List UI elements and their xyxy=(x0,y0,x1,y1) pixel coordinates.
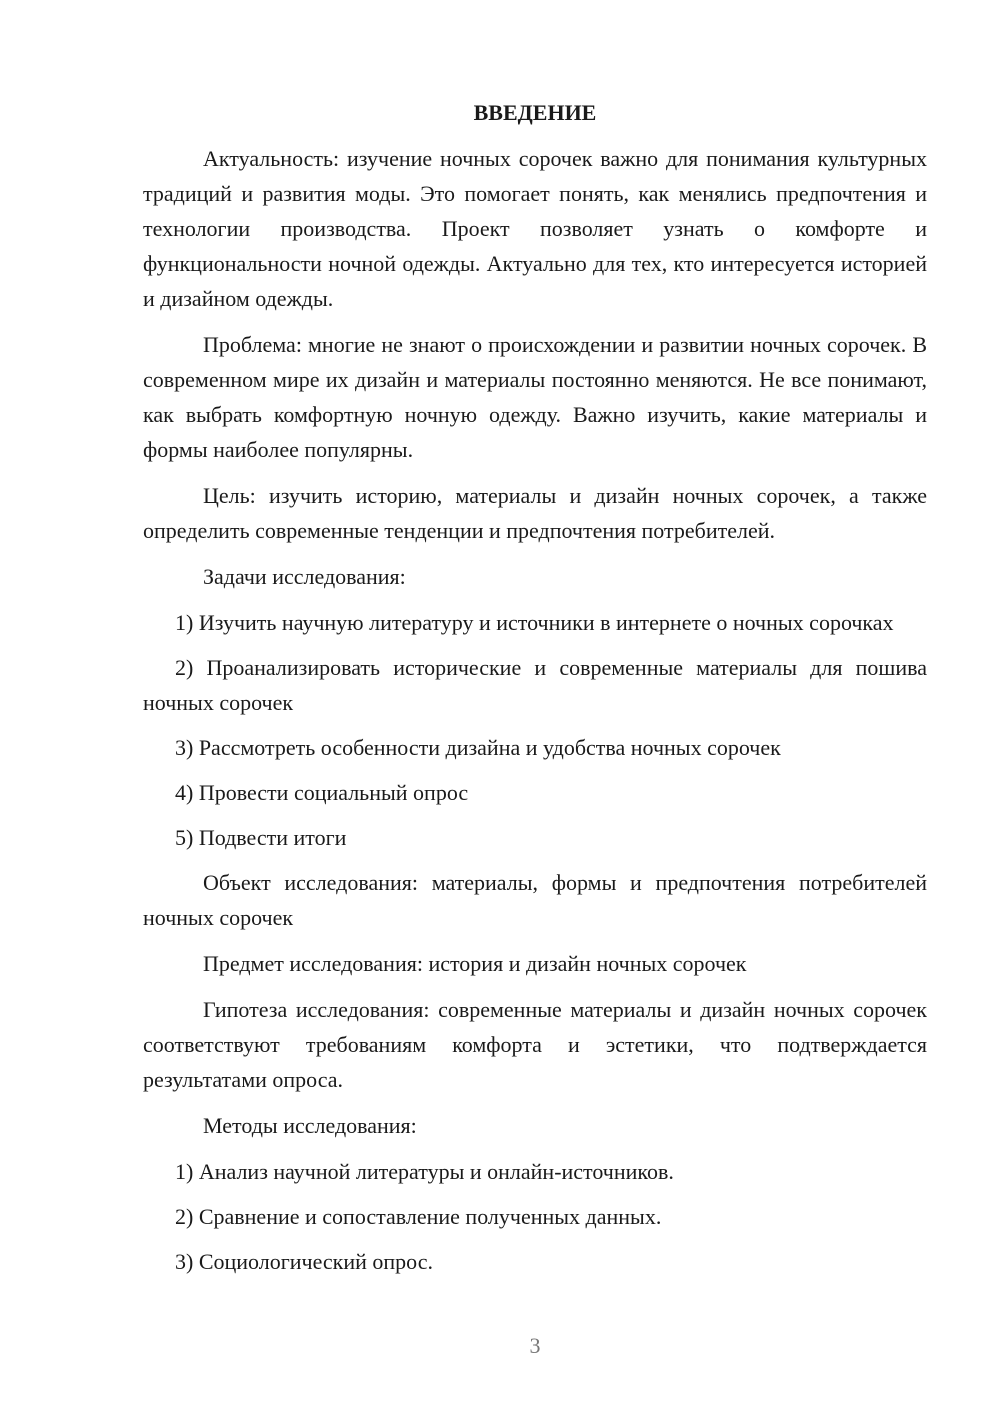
method-item: 2) Сравнение и сопоставление полученных данных. xyxy=(175,1204,662,1229)
methods-heading: Методы исследования: xyxy=(203,1113,417,1138)
task-item: 3) Рассмотреть особенности дизайна и удобства ночных сорочек xyxy=(175,735,781,760)
hypothesis-paragraph: Гипотеза исследования: современные материалы и дизайн ночных сорочек соответствуют требованиям комфорта и эстетики, что подтверждается результатами опроса. xyxy=(143,997,927,1092)
document-body xyxy=(143,95,927,1289)
object-paragraph: Объект исследования: материалы, формы и предпочтения потребителей ночных сорочек xyxy=(143,870,927,930)
goal-paragraph: Цель: изучить историю, материалы и дизайн ночных сорочек, а также определить современные тенденции и предпочтения потребителей. xyxy=(143,483,927,543)
task-item: 2) Проанализировать исторические и современные материалы для пошива ночных сорочек xyxy=(143,655,927,715)
method-item: 3) Социологический опрос. xyxy=(175,1249,433,1274)
task-item: 1) Изучить научную литературу и источники в интернете о ночных сорочках xyxy=(175,610,894,635)
problem-paragraph: Проблема: многие не знают о происхождении и развитии ночных сорочек. В современном мире их дизайн и материалы постоянно меняются. Не все понимают, как выбрать комфортную ночную одежду. Важно изучить, какие материалы и формы наиболее популярны. xyxy=(143,332,927,462)
tasks-heading: Задачи исследования: xyxy=(203,564,406,589)
relevance-paragraph: Актуальность: изучение ночных сорочек важно для понимания культурных традиций и развития моды. Это помогает понять, как менялись предпочтения и технологии производства. Проект позволяет узнать о комфорте и функциональности ночной одежды. Актуально для тех, кто интересуется историей и дизайном одежды. xyxy=(143,146,927,311)
section-title: ВВЕДЕНИЕ xyxy=(473,100,597,125)
subject-paragraph: Предмет исследования: история и дизайн ночных сорочек xyxy=(203,951,747,976)
method-item: 1) Анализ научной литературы и онлайн-источников. xyxy=(175,1159,674,1184)
task-item: 5) Подвести итоги xyxy=(175,825,347,850)
page-number: 3 xyxy=(529,1333,541,1358)
task-item: 4) Провести социальный опрос xyxy=(175,780,469,805)
